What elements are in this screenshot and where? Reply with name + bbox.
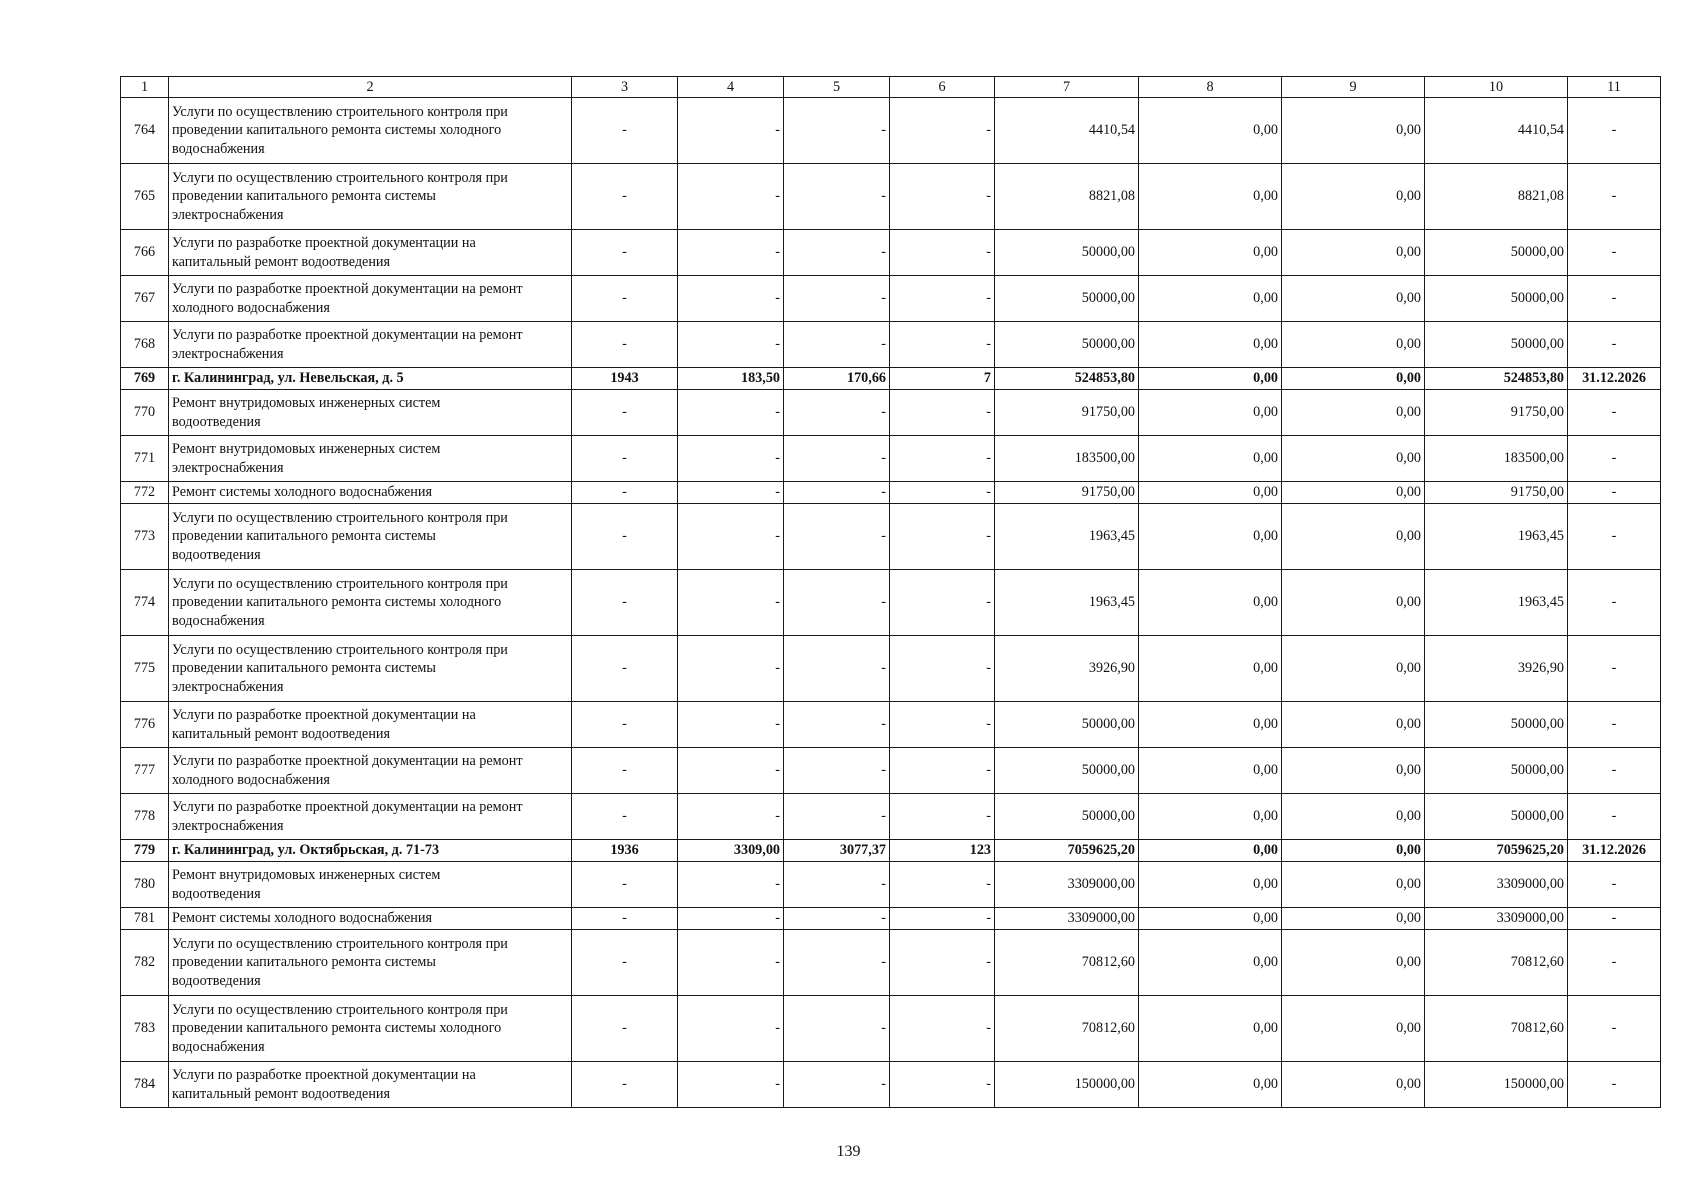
budget-cost-cell: 0,00	[1282, 390, 1425, 436]
total-cost-cell: 50000,00	[995, 748, 1139, 794]
year-cell: -	[572, 322, 678, 368]
living-area-cell: -	[784, 436, 890, 482]
owners-cost-cell: 3926,90	[1425, 636, 1568, 702]
year-cell: 1936	[572, 840, 678, 862]
living-area-cell: -	[784, 996, 890, 1062]
budget-cost-cell: 0,00	[1282, 794, 1425, 840]
residents-cell: -	[890, 996, 995, 1062]
total-area-cell: -	[678, 230, 784, 276]
living-area-cell: -	[784, 930, 890, 996]
fund-cost-cell: 0,00	[1139, 636, 1282, 702]
total-area-cell: -	[678, 702, 784, 748]
owners-cost-cell: 3309000,00	[1425, 862, 1568, 908]
total-cost-cell: 524853,80	[995, 368, 1139, 390]
deadline-cell: 31.12.2026	[1568, 368, 1661, 390]
row-number-cell: 767	[121, 276, 169, 322]
deadline-cell: -	[1568, 230, 1661, 276]
row-number-cell: 776	[121, 702, 169, 748]
total-cost-cell: 91750,00	[995, 482, 1139, 504]
owners-cost-cell: 50000,00	[1425, 276, 1568, 322]
residents-cell: -	[890, 794, 995, 840]
year-cell: -	[572, 230, 678, 276]
year-cell: -	[572, 164, 678, 230]
total-cost-cell: 1963,45	[995, 504, 1139, 570]
row-number-cell: 782	[121, 930, 169, 996]
year-cell: -	[572, 570, 678, 636]
work-description-cell: г. Калининград, ул. Невельская, д. 5	[169, 368, 572, 390]
row-number-cell: 770	[121, 390, 169, 436]
work-item-row	[121, 996, 1661, 1062]
fund-cost-cell: 0,00	[1139, 230, 1282, 276]
column-header: 10	[1425, 77, 1568, 98]
living-area-cell: -	[784, 794, 890, 840]
deadline-cell: -	[1568, 930, 1661, 996]
work-description-cell: Ремонт внутридомовых инженерных систем водоотведения	[169, 862, 572, 908]
residents-cell: -	[890, 636, 995, 702]
fund-cost-cell: 0,00	[1139, 1062, 1282, 1108]
owners-cost-cell: 150000,00	[1425, 1062, 1568, 1108]
fund-cost-cell: 0,00	[1139, 322, 1282, 368]
living-area-cell: -	[784, 390, 890, 436]
total-area-cell: -	[678, 1062, 784, 1108]
budget-cost-cell: 0,00	[1282, 322, 1425, 368]
fund-cost-cell: 0,00	[1139, 436, 1282, 482]
total-area-cell: -	[678, 504, 784, 570]
residents-cell: -	[890, 322, 995, 368]
total-area-cell: -	[678, 570, 784, 636]
year-cell: -	[572, 98, 678, 164]
living-area-cell: -	[784, 862, 890, 908]
deadline-cell: -	[1568, 570, 1661, 636]
total-area-cell: -	[678, 482, 784, 504]
deadline-cell: -	[1568, 98, 1661, 164]
budget-cost-cell: 0,00	[1282, 748, 1425, 794]
work-description-cell: Услуги по разработке проектной документации на капитальный ремонт водоотведения	[169, 702, 572, 748]
fund-cost-cell: 0,00	[1139, 794, 1282, 840]
year-cell: -	[572, 436, 678, 482]
total-area-cell: -	[678, 164, 784, 230]
total-area-cell: 183,50	[678, 368, 784, 390]
row-number-cell: 783	[121, 996, 169, 1062]
total-area-cell: -	[678, 908, 784, 930]
owners-cost-cell: 50000,00	[1425, 230, 1568, 276]
deadline-cell: -	[1568, 164, 1661, 230]
row-number-cell: 779	[121, 840, 169, 862]
total-area-cell: -	[678, 98, 784, 164]
work-item-row	[121, 164, 1661, 230]
work-description-cell: Услуги по разработке проектной документации на ремонт холодного водоснабжения	[169, 276, 572, 322]
owners-cost-cell: 1963,45	[1425, 570, 1568, 636]
residents-cell: -	[890, 164, 995, 230]
deadline-cell: -	[1568, 390, 1661, 436]
work-description-cell: Услуги по разработке проектной документации на капитальный ремонт водоотведения	[169, 230, 572, 276]
budget-cost-cell: 0,00	[1282, 930, 1425, 996]
deadline-cell: -	[1568, 862, 1661, 908]
budget-cost-cell: 0,00	[1282, 482, 1425, 504]
budget-cost-cell: 0,00	[1282, 996, 1425, 1062]
deadline-cell: -	[1568, 636, 1661, 702]
total-area-cell: -	[678, 794, 784, 840]
residents-cell: 123	[890, 840, 995, 862]
total-cost-cell: 183500,00	[995, 436, 1139, 482]
living-area-cell: -	[784, 1062, 890, 1108]
row-number-cell: 773	[121, 504, 169, 570]
column-header: 11	[1568, 77, 1661, 98]
work-description-cell: Ремонт внутридомовых инженерных систем водоотведения	[169, 390, 572, 436]
owners-cost-cell: 91750,00	[1425, 390, 1568, 436]
fund-cost-cell: 0,00	[1139, 908, 1282, 930]
living-area-cell: -	[784, 702, 890, 748]
work-item-row	[121, 862, 1661, 908]
work-item-row	[121, 230, 1661, 276]
total-area-cell: -	[678, 748, 784, 794]
deadline-cell: -	[1568, 1062, 1661, 1108]
owners-cost-cell: 8821,08	[1425, 164, 1568, 230]
work-description-cell: Услуги по разработке проектной документации на ремонт электроснабжения	[169, 794, 572, 840]
living-area-cell: 170,66	[784, 368, 890, 390]
living-area-cell: -	[784, 636, 890, 702]
total-area-cell: -	[678, 636, 784, 702]
work-item-row	[121, 276, 1661, 322]
row-number-cell: 765	[121, 164, 169, 230]
fund-cost-cell: 0,00	[1139, 504, 1282, 570]
row-number-cell: 775	[121, 636, 169, 702]
column-header: 6	[890, 77, 995, 98]
column-header: 8	[1139, 77, 1282, 98]
owners-cost-cell: 3309000,00	[1425, 908, 1568, 930]
total-area-cell: -	[678, 390, 784, 436]
work-item-row	[121, 390, 1661, 436]
year-cell: -	[572, 1062, 678, 1108]
owners-cost-cell: 70812,60	[1425, 996, 1568, 1062]
residents-cell: -	[890, 276, 995, 322]
budget-cost-cell: 0,00	[1282, 570, 1425, 636]
owners-cost-cell: 91750,00	[1425, 482, 1568, 504]
living-area-cell: -	[784, 748, 890, 794]
total-cost-cell: 150000,00	[995, 1062, 1139, 1108]
work-item-row	[121, 930, 1661, 996]
work-item-row	[121, 570, 1661, 636]
residents-cell: -	[890, 862, 995, 908]
total-cost-cell: 3309000,00	[995, 908, 1139, 930]
work-description-cell: Ремонт внутридомовых инженерных систем электроснабжения	[169, 436, 572, 482]
total-area-cell: -	[678, 930, 784, 996]
owners-cost-cell: 50000,00	[1425, 322, 1568, 368]
owners-cost-cell: 183500,00	[1425, 436, 1568, 482]
fund-cost-cell: 0,00	[1139, 368, 1282, 390]
row-number-cell: 774	[121, 570, 169, 636]
year-cell: -	[572, 390, 678, 436]
register-sheet	[120, 76, 1660, 1108]
work-description-cell: Услуги по осуществлению строительного контроля при проведении капитального ремонта системы электроснабжения	[169, 164, 572, 230]
owners-cost-cell: 50000,00	[1425, 702, 1568, 748]
work-description-cell: Ремонт системы холодного водоснабжения	[169, 482, 572, 504]
work-description-cell: Услуги по разработке проектной документации на капитальный ремонт водоотведения	[169, 1062, 572, 1108]
fund-cost-cell: 0,00	[1139, 930, 1282, 996]
residents-cell: -	[890, 930, 995, 996]
row-number-cell: 778	[121, 794, 169, 840]
fund-cost-cell: 0,00	[1139, 164, 1282, 230]
address-row	[121, 840, 1661, 862]
work-item-row	[121, 702, 1661, 748]
row-number-cell: 781	[121, 908, 169, 930]
living-area-cell: -	[784, 230, 890, 276]
total-cost-cell: 50000,00	[995, 322, 1139, 368]
total-area-cell: 3309,00	[678, 840, 784, 862]
total-cost-cell: 50000,00	[995, 276, 1139, 322]
total-cost-cell: 70812,60	[995, 930, 1139, 996]
owners-cost-cell: 70812,60	[1425, 930, 1568, 996]
work-description-cell: Ремонт системы холодного водоснабжения	[169, 908, 572, 930]
year-cell: -	[572, 794, 678, 840]
column-header: 2	[169, 77, 572, 98]
column-header: 4	[678, 77, 784, 98]
year-cell: -	[572, 504, 678, 570]
total-cost-cell: 50000,00	[995, 702, 1139, 748]
budget-cost-cell: 0,00	[1282, 702, 1425, 748]
work-item-row	[121, 794, 1661, 840]
residents-cell: -	[890, 98, 995, 164]
residents-cell: -	[890, 230, 995, 276]
deadline-cell: -	[1568, 794, 1661, 840]
work-item-row	[121, 98, 1661, 164]
budget-cost-cell: 0,00	[1282, 1062, 1425, 1108]
owners-cost-cell: 1963,45	[1425, 504, 1568, 570]
total-cost-cell: 50000,00	[995, 230, 1139, 276]
total-cost-cell: 70812,60	[995, 996, 1139, 1062]
residents-cell: -	[890, 748, 995, 794]
address-row	[121, 368, 1661, 390]
total-area-cell: -	[678, 862, 784, 908]
total-cost-cell: 50000,00	[995, 794, 1139, 840]
year-cell: -	[572, 862, 678, 908]
work-description-cell: Услуги по осуществлению строительного контроля при проведении капитального ремонта системы водоотведения	[169, 504, 572, 570]
year-cell: -	[572, 996, 678, 1062]
column-header: 7	[995, 77, 1139, 98]
work-description-cell: Услуги по осуществлению строительного контроля при проведении капитального ремонта системы холодного водоснабжения	[169, 570, 572, 636]
residents-cell: -	[890, 504, 995, 570]
budget-cost-cell: 0,00	[1282, 164, 1425, 230]
deadline-cell: -	[1568, 482, 1661, 504]
work-description-cell: Услуги по разработке проектной документации на ремонт холодного водоснабжения	[169, 748, 572, 794]
owners-cost-cell: 524853,80	[1425, 368, 1568, 390]
row-number-cell: 780	[121, 862, 169, 908]
living-area-cell: -	[784, 164, 890, 230]
budget-cost-cell: 0,00	[1282, 436, 1425, 482]
residents-cell: -	[890, 1062, 995, 1108]
work-item-row	[121, 748, 1661, 794]
residents-cell: -	[890, 482, 995, 504]
year-cell: -	[572, 702, 678, 748]
work-description-cell: Услуги по осуществлению строительного контроля при проведении капитального ремонта системы холодного водоснабжения	[169, 98, 572, 164]
owners-cost-cell: 7059625,20	[1425, 840, 1568, 862]
residents-cell: -	[890, 570, 995, 636]
work-description-cell: Услуги по осуществлению строительного контроля при проведении капитального ремонта системы электроснабжения	[169, 636, 572, 702]
budget-cost-cell: 0,00	[1282, 908, 1425, 930]
fund-cost-cell: 0,00	[1139, 996, 1282, 1062]
column-header: 1	[121, 77, 169, 98]
fund-cost-cell: 0,00	[1139, 748, 1282, 794]
total-area-cell: -	[678, 276, 784, 322]
deadline-cell: -	[1568, 908, 1661, 930]
work-item-row	[121, 482, 1661, 504]
column-header: 3	[572, 77, 678, 98]
column-header: 9	[1282, 77, 1425, 98]
work-description-cell: Услуги по осуществлению строительного контроля при проведении капитального ремонта системы водоотведения	[169, 930, 572, 996]
living-area-cell: -	[784, 322, 890, 368]
budget-cost-cell: 0,00	[1282, 98, 1425, 164]
residents-cell: 7	[890, 368, 995, 390]
row-number-cell: 777	[121, 748, 169, 794]
year-cell: -	[572, 276, 678, 322]
work-description-cell: Услуги по разработке проектной документации на ремонт электроснабжения	[169, 322, 572, 368]
total-cost-cell: 3926,90	[995, 636, 1139, 702]
living-area-cell: -	[784, 482, 890, 504]
work-description-cell: г. Калининград, ул. Октябрьская, д. 71-73	[169, 840, 572, 862]
residents-cell: -	[890, 702, 995, 748]
year-cell: 1943	[572, 368, 678, 390]
year-cell: -	[572, 930, 678, 996]
total-area-cell: -	[678, 322, 784, 368]
deadline-cell: -	[1568, 996, 1661, 1062]
fund-cost-cell: 0,00	[1139, 276, 1282, 322]
work-item-row	[121, 322, 1661, 368]
row-number-cell: 784	[121, 1062, 169, 1108]
total-cost-cell: 7059625,20	[995, 840, 1139, 862]
deadline-cell: -	[1568, 504, 1661, 570]
owners-cost-cell: 50000,00	[1425, 748, 1568, 794]
living-area-cell: 3077,37	[784, 840, 890, 862]
fund-cost-cell: 0,00	[1139, 98, 1282, 164]
budget-cost-cell: 0,00	[1282, 504, 1425, 570]
work-item-row	[121, 908, 1661, 930]
total-area-cell: -	[678, 436, 784, 482]
total-cost-cell: 1963,45	[995, 570, 1139, 636]
year-cell: -	[572, 482, 678, 504]
row-number-cell: 769	[121, 368, 169, 390]
row-number-cell: 768	[121, 322, 169, 368]
budget-cost-cell: 0,00	[1282, 230, 1425, 276]
living-area-cell: -	[784, 504, 890, 570]
fund-cost-cell: 0,00	[1139, 570, 1282, 636]
work-description-cell: Услуги по осуществлению строительного контроля при проведении капитального ремонта системы холодного водоснабжения	[169, 996, 572, 1062]
row-number-cell: 766	[121, 230, 169, 276]
residents-cell: -	[890, 390, 995, 436]
row-number-cell: 764	[121, 98, 169, 164]
total-area-cell: -	[678, 996, 784, 1062]
row-number-cell: 772	[121, 482, 169, 504]
residents-cell: -	[890, 436, 995, 482]
fund-cost-cell: 0,00	[1139, 390, 1282, 436]
fund-cost-cell: 0,00	[1139, 862, 1282, 908]
total-cost-cell: 8821,08	[995, 164, 1139, 230]
deadline-cell: -	[1568, 436, 1661, 482]
budget-cost-cell: 0,00	[1282, 636, 1425, 702]
budget-cost-cell: 0,00	[1282, 368, 1425, 390]
budget-cost-cell: 0,00	[1282, 840, 1425, 862]
deadline-cell: -	[1568, 276, 1661, 322]
repair-program-table	[120, 76, 1661, 1108]
column-number-row	[121, 77, 1661, 98]
owners-cost-cell: 50000,00	[1425, 794, 1568, 840]
table-body	[121, 98, 1661, 1108]
work-item-row	[121, 504, 1661, 570]
fund-cost-cell: 0,00	[1139, 840, 1282, 862]
fund-cost-cell: 0,00	[1139, 702, 1282, 748]
deadline-cell: 31.12.2026	[1568, 840, 1661, 862]
owners-cost-cell: 4410,54	[1425, 98, 1568, 164]
work-item-row	[121, 636, 1661, 702]
work-item-row	[121, 1062, 1661, 1108]
year-cell: -	[572, 748, 678, 794]
year-cell: -	[572, 636, 678, 702]
deadline-cell: -	[1568, 322, 1661, 368]
total-cost-cell: 91750,00	[995, 390, 1139, 436]
year-cell: -	[572, 908, 678, 930]
residents-cell: -	[890, 908, 995, 930]
total-cost-cell: 4410,54	[995, 98, 1139, 164]
page-number: 139	[836, 1143, 861, 1160]
living-area-cell: -	[784, 98, 890, 164]
deadline-cell: -	[1568, 702, 1661, 748]
living-area-cell: -	[784, 908, 890, 930]
living-area-cell: -	[784, 570, 890, 636]
budget-cost-cell: 0,00	[1282, 276, 1425, 322]
fund-cost-cell: 0,00	[1139, 482, 1282, 504]
deadline-cell: -	[1568, 748, 1661, 794]
row-number-cell: 771	[121, 436, 169, 482]
living-area-cell: -	[784, 276, 890, 322]
column-header: 5	[784, 77, 890, 98]
work-item-row	[121, 436, 1661, 482]
total-cost-cell: 3309000,00	[995, 862, 1139, 908]
budget-cost-cell: 0,00	[1282, 862, 1425, 908]
